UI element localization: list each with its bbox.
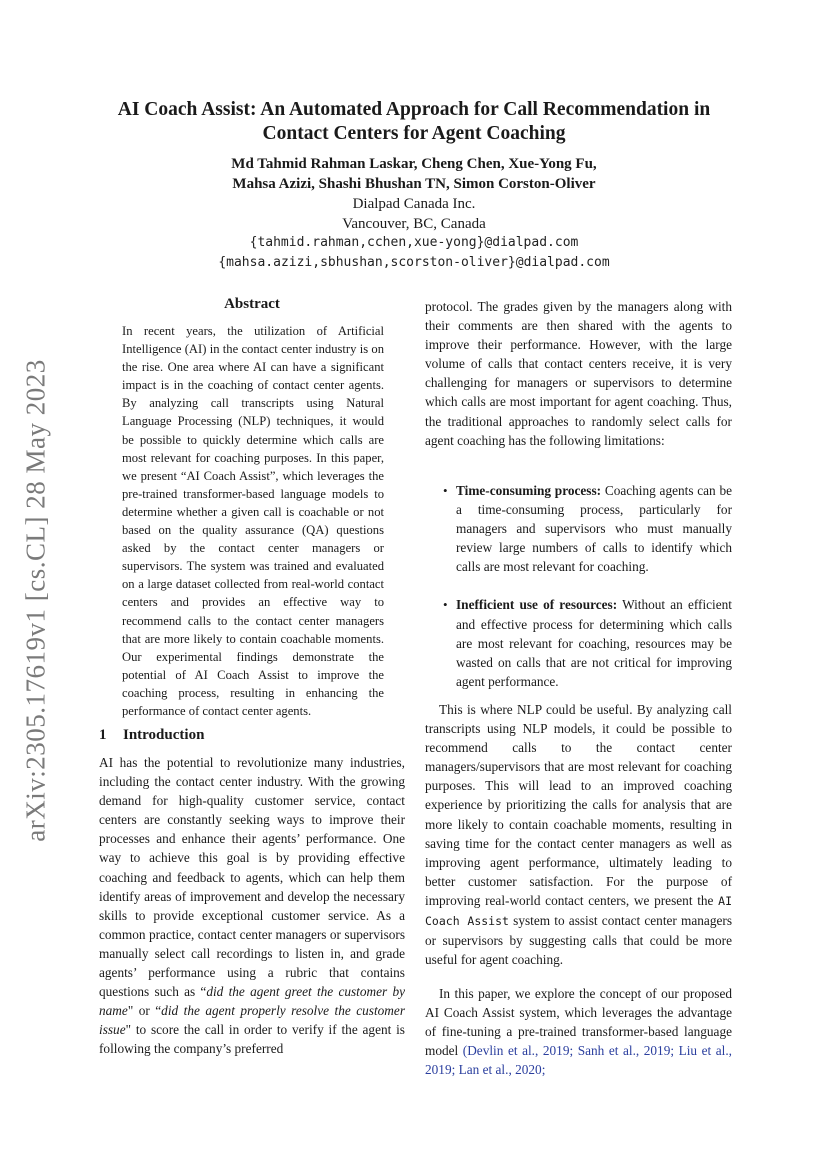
affiliation-line-1: Dialpad Canada Inc. xyxy=(352,196,476,212)
intro-paragraph xyxy=(99,753,405,1059)
section-number: 1 xyxy=(99,727,107,743)
email-line-1: {tahmid.rahman,cchen,xue-yong}@dialpad.com xyxy=(249,235,579,250)
arxiv-stamp-text: arXiv:2305.17619v1 [cs.CL] 28 May 2023 xyxy=(20,358,51,842)
section-title: Introduction xyxy=(123,727,205,743)
right-para2-text-1: This is where NLP could be useful. By analyzing call transcripts using NLP models, it could be possible to recommend calls to the contact center managers/supervisors that are most relevant for coaching purposes. This will lead to an improved coaching experience by prioritizing the calls for analysis that are more likely to contain coachable moments, resulting in saving time for the contact center managers as well as improving agent performance, ultimately leading to better customer satisfaction. For the purpose of improving real-world contact centers, we present the xyxy=(425,702,732,908)
right-para3-text: In this paper, we explore the concept of our proposed AI Coach Assist system, which leverages the advantage of fine-tuning a pre-trained transformer-based language model xyxy=(425,986,732,1059)
intro-text-1: AI has the potential to revolutionize many industries, including the contact center industry. With the growing demand for high-quality customer service, contact centers are constantly seeking ways to improve their processes and enhance their agents’ performance. One way to achieve this goal is by providing effective coaching and feedback to agents, which can help them identify areas of improvement and develop the necessary skills to provide exceptional customer service. As a common practice, contact center managers or supervisors manually select call recordings to listen in, and grade agents’ performance using a rubric that contains questions such as “ xyxy=(99,755,405,1000)
author-emails xyxy=(80,233,748,273)
bullet-label: Inefficient use of resources: xyxy=(456,597,618,613)
intro-quote-2: did the agent properly resolve the customer issue xyxy=(99,1003,405,1038)
email-line-2: {mahsa.azizi,sbhushan,scorston-oliver}@dialpad.com xyxy=(218,255,610,270)
right-paragraph-3 xyxy=(425,984,732,1079)
affiliation-line-2: Vancouver, BC, Canada xyxy=(342,216,486,232)
bullet-icon: • xyxy=(443,597,448,613)
bullet-icon: • xyxy=(443,483,448,498)
section-heading-introduction xyxy=(99,727,204,744)
bullet-label: Time-consuming process: xyxy=(456,483,602,498)
title-line-2: Contact Centers for Agent Coaching xyxy=(262,123,566,144)
limitations-list xyxy=(425,481,732,710)
right-paragraph-1: protocol. The grades given by the managers along with their comments are then shared with the agents to improve their performance. However, with the large volume of calls that contact centers receive, it is very challenging for managers or supervisors to determine which calls are most important for agent coaching. Thus, the traditional approaches to randomly select calls for agent coaching has the following limitations: xyxy=(425,299,732,448)
intro-quote-1: did the agent greet the customer by name xyxy=(99,984,405,1019)
abstract-heading: Abstract xyxy=(224,296,280,312)
system-name: AI Coach Assist xyxy=(425,893,732,929)
list-item xyxy=(425,481,732,576)
author-list xyxy=(80,154,748,194)
intro-text-3: " to score the call in order to verify if the agent is following the company’s preferred xyxy=(99,1022,405,1057)
bullet-text: Coaching agents can be a time-consuming process, particularly for managers and supervisors who must manually review large numbers of calls to identify which calls are most relevant for coaching. xyxy=(456,483,732,575)
authors-line-2: Mahsa Azizi, Shashi Bhushan TN, Simon Corston-Oliver xyxy=(232,176,596,192)
affiliation xyxy=(80,194,748,234)
title-line-1: AI Coach Assist: An Automated Approach for Call Recommendation in xyxy=(117,99,711,120)
bullet-text: Without an efficient and effective process for determining which calls are most relevant for coaching, resources may be wasted on calls that are not critical for improving agent performance. xyxy=(456,597,732,689)
list-item xyxy=(425,595,732,690)
intro-text-2: " or “ xyxy=(127,1003,162,1019)
paper-title xyxy=(80,98,748,146)
abstract-text: In recent years, the utilization of Artificial Intelligence (AI) in the contact center industry is on the rise. One area where AI can have a significant impact is in the coaching of contact center agents. By analyzing call transcripts using Natural Language Processing (NLP) techniques, it would be possible to quickly determine which calls are most relevant for coaching purposes. In this paper, we present “AI Coach Assist”, which leverages the pre-trained transformer-based language models to determine whether a given call is coachable or not based on the quality assurance (QA) questions asked by the contact center managers or supervisors. The system was trained and evaluated on a large dataset collected from real-world contact centers and provides an effective way to recommend calls to the contact center managers that are more likely to contain coachable moments. Our experimental findings demonstrate the potential of AI Coach Assist to improve the coaching process, resulting in enhancing the performance of contact center agents. xyxy=(122,324,384,718)
citation-links[interactable]: (Devlin et al., 2019; Sanh et al., 2019; Liu et al., 2019; Lan et al., 2020; xyxy=(425,1043,732,1078)
authors-line-1: Md Tahmid Rahman Laskar, Cheng Chen, Xue-Yong Fu, xyxy=(231,156,597,172)
right-para2-text-2: system to assist contact center managers or supervisors by suggesting calls that could be more useful for agent coaching. xyxy=(425,913,732,968)
arxiv-stamp xyxy=(18,345,54,855)
right-paragraph-2 xyxy=(425,700,732,969)
